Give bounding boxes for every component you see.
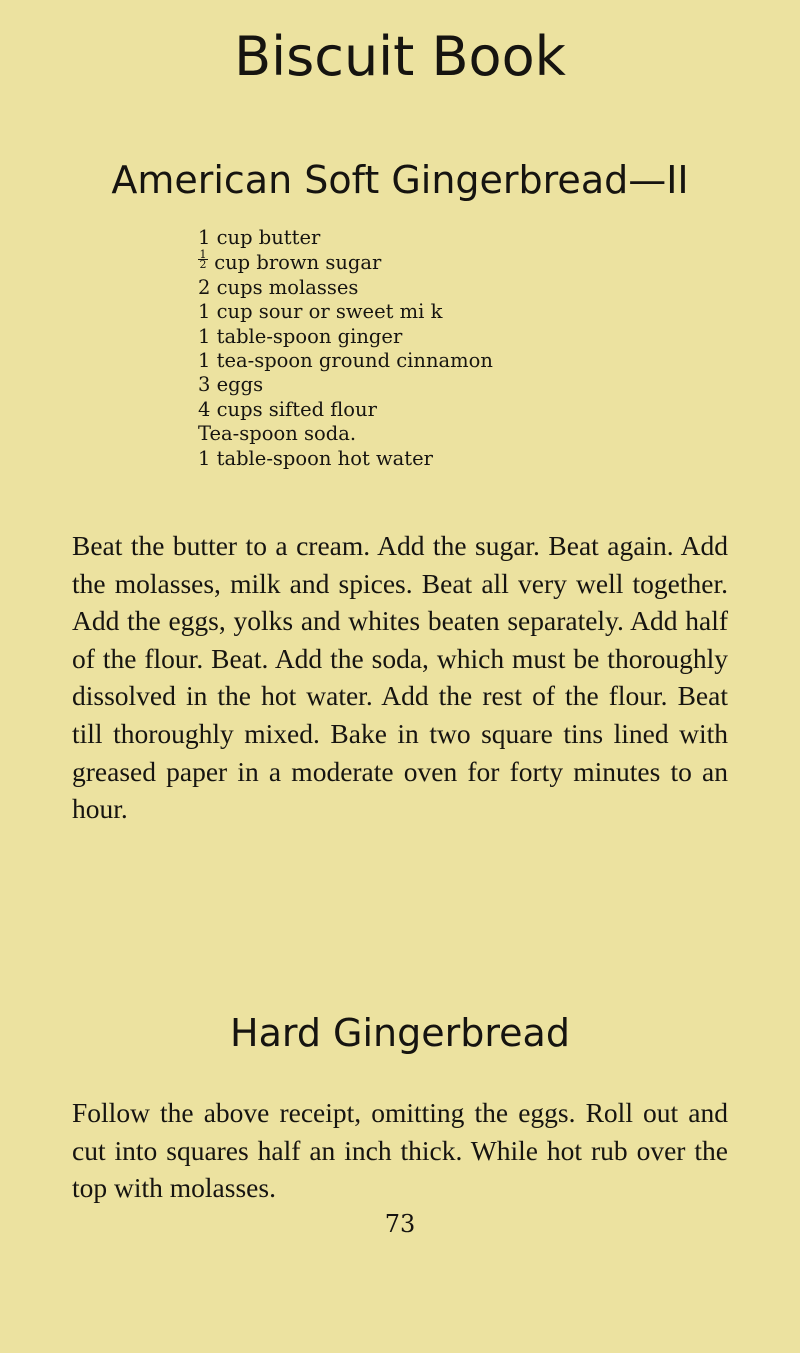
hard-gingerbread-text: Follow the above receipt, omitting the eggs. Roll out and cut into squares half an inch thick. While hot rub over the top with molasses. — [72, 1097, 728, 1204]
ingredient-item: 4 cups sifted flour — [198, 397, 377, 421]
recipe-method: Beat the butter to a cream. Add the sugar. Beat again. Add the molasses, milk and spices. Beat all very well together. Add the eggs, yolks and whites beaten separately. Add half of the flour. Beat. Add the soda, which must be thoroughly dissolved in the hot water. Add the rest of the flour. Beat till thoroughly mixed. Bake in two square tins lined with greased paper in a moderate oven for forty minutes to an hour. — [72, 530, 728, 825]
ingredient-list — [198, 226, 493, 471]
hard-gingerbread-title: Hard Gingerbread — [230, 1011, 570, 1055]
recipe-title: American Soft Gingerbread—II — [111, 158, 689, 202]
ingredient-item: 3 eggs — [198, 373, 264, 397]
ingredient-text: cup brown sugar — [214, 251, 382, 275]
ingredient-item: 1 table-spoon ginger — [198, 324, 403, 348]
ingredient-item: Tea-spoon soda. — [198, 422, 357, 446]
ingredient-item: 1 table-spoon hot water — [198, 446, 433, 470]
ingredient-item: 1 cup butter — [198, 226, 321, 249]
ingredient-item — [198, 250, 493, 275]
half-fraction: $\frac{1}{2}$ — [199, 248, 207, 272]
book-title: Biscuit Book — [234, 25, 566, 88]
page-number: 73 — [384, 1210, 416, 1238]
ingredient-item: 2 cups molasses — [198, 275, 359, 299]
ingredient-item: 1 tea-spoon ground cinnamon — [198, 349, 493, 373]
ingredient-item: 1 cup sour or sweet mi k — [198, 300, 443, 324]
